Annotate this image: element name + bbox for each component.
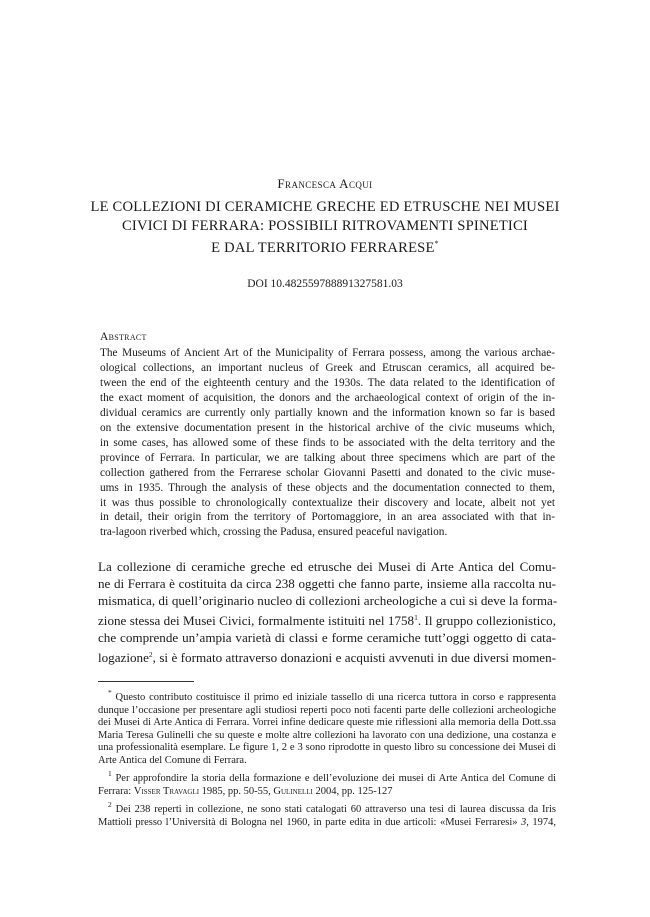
title-line-3-text: E DAL TERRITORIO FERRARESE [211, 240, 435, 256]
abstract-line: dividual ceramics are currently only partially known and the information known so far is based [100, 406, 555, 419]
abstract-line: it was thus possible to chronologically contextualize their discovery and locate, albeit not yet [100, 496, 555, 509]
body-line: La collezione di ceramiche greche ed etrusche dei Musei di Arte Antica del Comu- [98, 559, 556, 574]
footnote-line [98, 768, 556, 786]
body-text: zione stessa dei Musei Civici, formalmente istituiti nel 1758 [98, 613, 415, 629]
title-note-mark: * [434, 239, 439, 248]
footnote-2 [98, 799, 556, 829]
abstract-line: in some cases, has allowed some of these finds to be associated with the delta territory and the [100, 436, 555, 449]
footnote-line: dunque l’occasione per presentare agli studiosi reperti poco noti facenti parte delle collezioni archeologiche [98, 704, 556, 716]
body-line [98, 609, 556, 629]
abstract-text [100, 346, 555, 540]
abstract-line: province of Ferrara. In particular, we are talking about three specimens which are part of the [100, 451, 555, 464]
footnote-line [98, 687, 556, 705]
footnote-mark: * [108, 688, 112, 697]
body-line [98, 646, 556, 666]
footnote-text: Mattioli presso l’Università di Bologna nel 1960, in parte edita in due articoli: «Musei Ferraresi» [98, 816, 521, 828]
body-text: . Il gruppo collezionistico, [417, 613, 556, 629]
abstract-line: on the extensive documentation present in the historical archive of the civic museums which, [100, 421, 555, 434]
footnote-line: Maria Teresa Gulinelli che su queste e molte altre collezioni ha lavorato con una dedizione, una costanza e [98, 729, 556, 741]
footnote-text: 1974, [528, 816, 556, 828]
footnote-text: 2004, pp. 125-127 [312, 785, 393, 797]
abstract-line: The Museums of Ancient Art of the Municipality of Ferrara possess, among the various archae- [100, 347, 555, 359]
title-line-1: LE COLLEZIONI DI CERAMICHE GRECHE ED ETRUSCHE NEI MUSEI [90, 199, 560, 215]
body-line: che comprende un’ampia varietà di classi e forme ceramiche tutt’oggi oggetto di cata- [98, 630, 556, 646]
footnote-ref: 2 [148, 650, 153, 660]
doi: DOI 10.482559788891327581.03 [247, 278, 403, 290]
footnote-line: una professionalità esemplare. Le figure 1, 2 e 3 sono riprodotte in questo libro su concessione dei Musei di [98, 742, 556, 753]
footnote-star [98, 687, 556, 767]
footnote-text: Per approfondire la storia della formazione e dell’evoluzione dei musei di Arte Antica del Comune di [115, 773, 557, 784]
footnote-italic: 3, [521, 816, 529, 828]
author-citation: Visser Travagli [133, 785, 200, 797]
abstract-heading: Abstract [100, 331, 147, 343]
abstract-line: ological collections, an important nucleus of Greek and Etruscan ceramics, all acquired be- [100, 361, 555, 374]
abstract-line: tween the end of the eighteenth century and the 1930s. The data related to the identification of [100, 376, 555, 389]
footnote-mark: 2 [108, 800, 112, 809]
title-line-2: CIVICI DI FERRARA: POSSIBILI RITROVAMENTI SPINETICI [121, 217, 528, 234]
abstract-line: collection gathered from the Ferrarese scholar Giovanni Pasetti and donated to the civic muse- [100, 466, 555, 479]
paper-title [70, 198, 580, 258]
author-citation: Gulinelli [273, 785, 313, 797]
author-name: Francesca Acqui [277, 176, 373, 191]
abstract-line: tra-lagoon riverbed which, crossing the Padusa, ensured peaceful navigation. [100, 526, 448, 539]
footnote-line [98, 786, 556, 799]
footnote-ref: 1 [414, 613, 418, 623]
footnote-line [98, 799, 556, 817]
footnote-1 [98, 768, 556, 798]
footnote-divider [98, 681, 194, 682]
footnote-text: 1985, pp. 50-55, [199, 785, 274, 797]
footnote-line: Arte Antica del Comune di Ferrara. [98, 754, 247, 766]
body-text: , si è formato attraverso donazioni e acquisti avvenuti in due diversi momen- [152, 650, 556, 666]
footnotes [98, 687, 556, 830]
footnote-text: Dei 238 reperti in collezione, ne sono stati catalogati 60 attraverso una tesi di laurea discussa da Iris [115, 804, 557, 815]
abstract-line: ums in 1935. Through the analysis of these objects and the documentation connected to them, [100, 481, 555, 494]
footnote-line [98, 817, 556, 830]
body-line: ne di Ferrara è costituita da circa 238 oggetti che fanno parte, insieme alla raccolta nu- [98, 576, 556, 592]
footnote-mark: 1 [108, 769, 112, 778]
footnote-text: Ferrara: [98, 785, 134, 797]
abstract-line: in detail, their origin from the territory of Portomaggiore, in an area associated with that in- [100, 511, 555, 524]
footnote-line: dei Musei di Arte Antica di Ferrara. Vorrei infine dedicare queste mie riflessioni alla memoria della Dott.ssa [98, 717, 556, 728]
body-line: mismatica, di quell’originario nucleo di collezioni archeologiche a cui si deve la forma- [98, 593, 558, 609]
abstract-line: the exact moment of acquisition, the donors and the archaeological context of origin of the in- [100, 391, 555, 404]
body-text: logazione [98, 650, 149, 666]
body-paragraph [98, 558, 556, 667]
footnote-text: Questo contributo costituisce il primo ed iniziale tassello di una ricerca tuttora in corso e rappresenta [115, 692, 557, 703]
title-line-3 [70, 235, 580, 258]
